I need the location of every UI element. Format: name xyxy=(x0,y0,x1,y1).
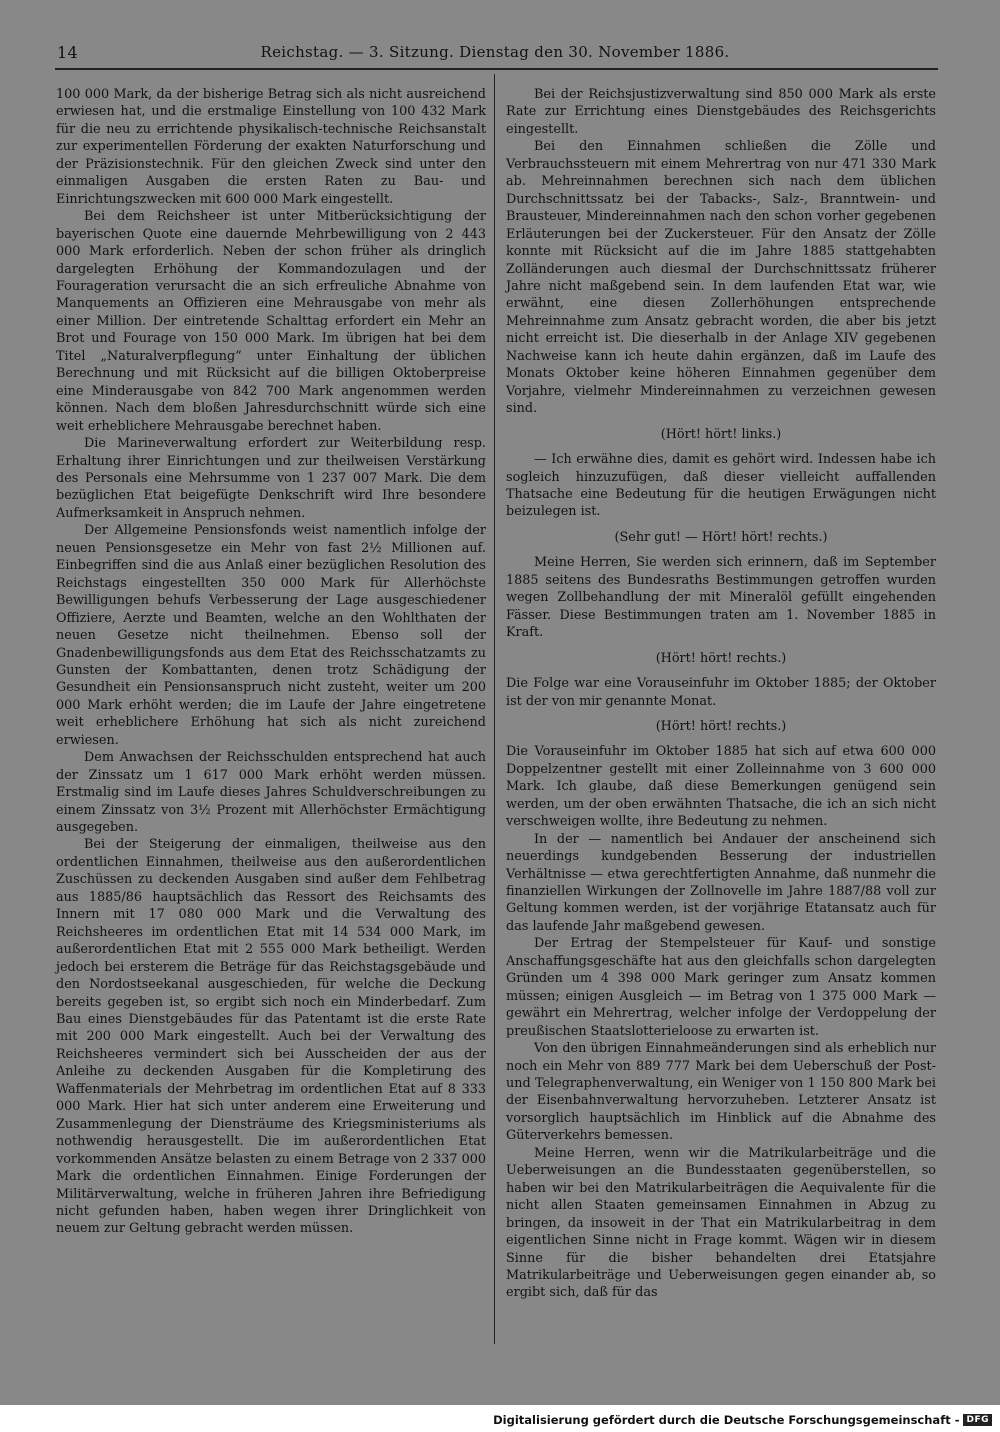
interjection: (Hört! hört! links.) xyxy=(660,426,782,442)
column-divider xyxy=(494,74,495,1344)
paragraph: Die Folge war eine Vorauseinfuhr im Oktober 1885; der Oktober ist der von mir genannte Monat. xyxy=(506,676,936,709)
running-title: Reichstag. — 3. Sitzung. Dienstag den 30. November 1886. xyxy=(260,43,730,61)
right-column xyxy=(506,86,936,1302)
interjection: (Hört! hört! rechts.) xyxy=(655,650,787,666)
footer-text: Digitalisierung gefördert durch die Deutsche Forschungsgemeinschaft - xyxy=(493,1413,960,1427)
paragraph: Bei dem Reichsheer ist unter Mitberücksichtigung der bayerischen Quote eine dauernde Mehrbewilligung von 2 443 000 Mark erforderlich. Neben der schon früher als dringlich dargelegten Erhöhung der Kommandozulagen und der Fourageration verursacht die an sich erfreuliche Abnahme von Manquements an Offizieren eine Mehrausgabe von mehr als einer Million. Der eintretende Schalttag erfordert ein Mehr an Brot und Fourage von 150 000 Mark. Im übrigen hat bei dem Titel „Naturalverpflegung“ unter Einhaltung der üblichen Berechnung und mit Rücksicht auf die billigen Oktoberpreise eine Minderausgabe von 842 700 Mark angenommen werden können. Nach dem bloßen Jahresdurchschnitt würde sich eine weit erheblichere Mehrausgabe berechnet haben. xyxy=(56,209,486,434)
page-header xyxy=(55,43,935,67)
paragraph: Die Marineverwaltung erfordert zur Weiterbildung resp. Erhaltung ihrer Einrichtungen und zur theilweisen Verstärkung des Personals eine Mehrsumme von 1 237 007 Mark. Die dem bezüglichen Etat beigefügte Denkschrift wird Ihre besondere Aufmerksamkeit in Anspruch nehmen. xyxy=(56,436,486,521)
dfg-logo: DFG xyxy=(963,1414,992,1426)
paragraph: Die Vorauseinfuhr im Oktober 1885 hat sich auf etwa 600 000 Doppelzentner gestellt mit einer Zolleinnahme von 3 600 000 Mark. Ich glaube, daß diese Bemerkungen genügend sein werden, um der oben erwähnten Thatsache, die ich an sich nicht verschweigen wollte, ihre Bedeutung zu nehmen. xyxy=(506,744,936,830)
paragraph: Meine Herren, Sie werden sich erinnern, daß im September 1885 seitens des Bundesraths Bestimmungen getroffen wurden wegen Zollbehandlung der mit Mineralöl gefüllt eingehenden Fässer. Diese Bestimmungen traten am 1. November 1885 in Kraft. xyxy=(506,555,936,641)
paragraph: Der Allgemeine Pensionsfonds weist namentlich infolge der neuen Pensionsgesetze ein Mehr von fast 2½ Millionen auf. Einbegriffen sind die aus Anlaß einer bezüglichen Resolution des Reichstags eingestellten 350 000 Mark für Allerhöchste Bewilligungen behufs Verbesserung der Lage ausgeschiedener Offiziere, Aerzte und Beamten, welche an den Wohlthaten der neuen Gesetze nicht theilnehmen. Ebenso soll der Gnadenbewilligungsfonds aus dem Etat des Reichsschatzamts zu Gunsten der Kombattanten, denen trotz Schädigung der Gesundheit ein Pensionsanspruch nicht zusteht, weiter um 200 000 Mark erhöht werden; die im Laufe der Jahre eingetretene weit erheblichere Erhöhung hat sich als nicht zureichend erwiesen. xyxy=(56,523,486,748)
paragraph: Von den übrigen Einnahmeänderungen sind als erheblich nur noch ein Mehr von 889 777 Mark bei dem Ueberschuß der Post- und Telegraphenverwaltung, ein Weniger von 1 150 800 Mark bei der Eisenbahnverwaltung hervorzuheben. Letzterer Ansatz ist vorsorglich hauptsächlich im Hinblick auf die Abnahme des Güterverkehrs bemessen. xyxy=(506,1041,936,1144)
paragraph: — Ich erwähne dies, damit es gehört wird. Indessen habe ich sogleich hinzuzufügen, daß dieser vielleicht auffallenden Thatsache eine Bedeutung für die heutigen Erwägungen nicht beizulegen ist. xyxy=(506,452,936,520)
header-rule xyxy=(55,68,938,70)
paragraph: Der Ertrag der Stempelsteuer für Kauf- und sonstige Anschaffungsgeschäfte hat aus den gleichfalls schon dargelegten Gründen um 4 398 000 Mark geringer zum Ansatz kommen müssen; einigen Ausgleich — im Betrag von 1 375 000 Mark — gewährt ein Mehrertrag, welcher infolge der Verdoppelung der preußischen Staatslotterieloose zu erwarten ist. xyxy=(506,936,936,1039)
footer-credit xyxy=(493,1413,992,1427)
paragraph: Bei den Einnahmen schließen die Zölle und Verbrauchssteuern mit einem Mehrertrag von nur 471 330 Mark ab. Mehreinnahmen berechnen sich nach dem üblichen Durchschnittssatz bei der Tabacks-, Salz-, Branntwein- und Brausteuer, Mindereinnahmen nach den schon vorher gegebenen Erläuterungen bei der Zuckersteuer. Für den Ansatz der Zölle konnte mit Rücksicht auf die im Jahre 1885 stattgehabten Zolländerungen auch diesmal der Durchschnittssatz früherer Jahre nicht maßgebend sein. In dem laufenden Etat war, wie erwähnt, eine diesen Zollerhöhungen entsprechende Mehreinnahme zum Ansatz gebracht worden, die aber bis jetzt nicht erreicht ist. Die dieserhalb in der Anlage XIV gegebenen Nachweise kann ich heute dahin ergänzen, daß im Laufe des Monats Oktober keine höheren Einnahmen gegenüber dem Vorjahre, vielmehr Mindereinnahmen zu verzeichnen gewesen sind. xyxy=(506,139,936,417)
paragraph: 100 000 Mark, da der bisherige Betrag sich als nicht ausreichend erwiesen hat, und die erstmalige Einstellung von 100 432 Mark für die neu zu errichtende physikalisch-technische Reichsanstalt zur experimentellen Förderung der exakten Naturforschung und der Präzisionstechnik. Für den gleichen Zweck sind unter den einmaligen Ausgaben die ersten Raten zu Bau- und Einrichtungszwecken mit 600 000 Mark eingestellt. xyxy=(56,87,486,207)
paragraph: Bei der Reichsjustizverwaltung sind 850 000 Mark als erste Rate zur Errichtung eines Dienstgebäudes des Reichsgerichts eingestellt. xyxy=(506,87,936,137)
paragraph: Meine Herren, wenn wir die Matrikularbeiträge und die Ueberweisungen an die Bundesstaaten gegenüberstellen, so haben wir bei den Matrikularbeiträgen die Aequivalente für die nicht allen Staaten gemeinsamen Einnahmen in Abzug zu bringen, da insoweit in der That ein Matrikularbeitrag in dem eigentlichen Sinne nicht in Frage kommt. Wägen wir in diesem Sinne für die bisher behandelten drei Etatsjahre Matrikularbeiträge und Ueberweisungen gegen einander ab, so ergibt sich, daß für das xyxy=(506,1145,936,1301)
interjection: (Sehr gut! — Hört! hört! rechts.) xyxy=(614,529,828,545)
left-column xyxy=(56,86,486,1238)
interjection: (Hört! hört! rechts.) xyxy=(655,718,787,734)
paragraph: Bei der Steigerung der einmaligen, theilweise aus den ordentlichen Einnahmen, theilweise aus den außerordentlichen Zuschüssen zu deckenden Ausgaben sind außer dem Fehlbetrag aus 1885/86 hauptsächlich das Ressort des Reichsamts des Innern mit 17 080 000 Mark und die Verwaltung des Reichsheeres im ordentlichen Etat mit 14 534 000 Mark, im außerordentlichen Etat mit 2 555 000 Mark betheiligt. Werden jedoch bei ersterem die Beträge für das Reichstagsgebäude und den Nordostseekanal ausgeschieden, für welche die Deckung bereits gegeben ist, so ergibt sich noch ein Minderbedarf. Zum Bau eines Dienstgebäudes für das Patentamt ist die erste Rate mit 200 000 Mark eingestellt. Auch bei der Verwaltung des Reichsheeres vermindert sich bei Ausscheiden der aus der Anleihe zu deckenden Ausgaben für die Kompletirung des Waffenmaterials der Mehrbetrag im ordentlichen Etat auf 8 333 000 Mark. Hier hat sich unter anderem eine Erweiterung und Zusammenlegung der Diensträume des Kriegsministeriums als nothwendig herausgestellt. Die im außerordentlichen Etat vorkommenden Ansätze belasten zu einem Betrage von 2 337 000 Mark die ordentlichen Einnahmen. Einige Forderungen der Militärverwaltung, welche in früheren Jahren ihre Befriedigung nicht gefunden haben, haben wegen ihrer Dringlichkeit von neuem zur Geltung gebracht werden müssen. xyxy=(56,837,486,1237)
page-number: 14 xyxy=(57,43,78,62)
paragraph: Dem Anwachsen der Reichsschulden entsprechend hat auch der Zinssatz um 1 617 000 Mark erhöht werden müssen. Erstmalig sind im Laufe dieses Jahres Schuldverschreibungen zu einem Zinssatz von 3½ Prozent mit Allerhöchster Ermächtigung ausgegeben. xyxy=(56,750,486,836)
paragraph: In der — namentlich bei Andauer der anscheinend sich neuerdings kundgebenden Besserung der industriellen Verhältnisse — etwa gerechtfertigten Annahme, daß nunmehr die finanziellen Wirkungen der Zollnovelle im Jahre 1887/88 voll zur Geltung kommen werden, ist der vorjährige Etatansatz auch für das laufende Jahr maßgebend gewesen. xyxy=(506,831,936,934)
